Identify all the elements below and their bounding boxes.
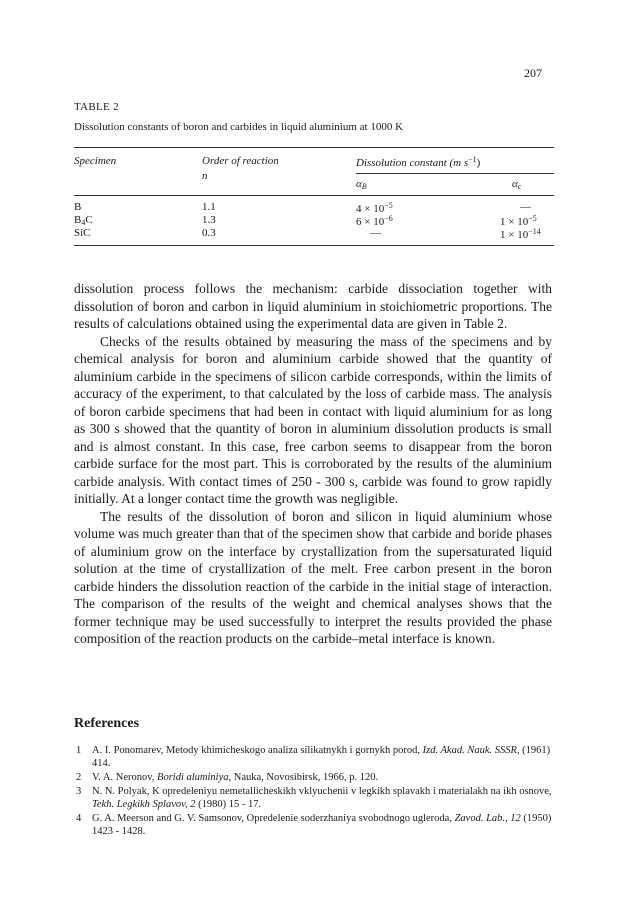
cell-order: 0.3 bbox=[202, 227, 216, 239]
cell-alpha-b: $6 \times 10^{-6}$ bbox=[356, 214, 393, 228]
page-number: 207 bbox=[524, 66, 542, 80]
body-text bbox=[74, 280, 552, 648]
cell-order: 1.3 bbox=[202, 214, 216, 226]
references-heading: References bbox=[74, 716, 140, 731]
cell-alpha-c: $1 \times 10^{-5}$ bbox=[500, 214, 537, 228]
table-subcaption: Dissolution constants of boron and carbides in liquid aluminium at 1000 K bbox=[74, 121, 404, 133]
reference-number: 2 bbox=[76, 772, 82, 783]
cell-alpha-c: $1 \times 10^{-14}$ bbox=[500, 227, 541, 241]
reference-item: 4 G. A. Meerson and G. V. Samsonov, Opredelenie soderzhaniya svobodnogo ugleroda, Zavod. Lab., 12 (1950) 1423 - 1428. bbox=[76, 813, 552, 837]
reference-number: 4 bbox=[76, 813, 82, 824]
table-bottom-rule bbox=[74, 245, 554, 246]
cell-alpha-b: — bbox=[370, 227, 381, 239]
table-top-rule bbox=[74, 147, 554, 148]
cell-alpha-b: $4 \times 10^{-5}$ bbox=[356, 201, 393, 215]
paragraph: Checks of the results obtained by measuring the mass of the specimens and by chemical analysis for boron and aluminium carbide showed that the quantity of aluminium carbide in the specimens of silicon carbide corresponds, within the limits of accuracy of the experiment, to that calculated by the loss of carbide mass. The analysis of boron carbide specimens that had been in contact with liquid aluminium for as long as 300 s showed that the quantity of boron in aluminium dissolution products is small and is almost constant. In this case, free carbon seems to disappear from the boron carbide surface for the most part. This is corroborated by the results of the aluminium carbide analysis. With contact times of 250 - 300 s, carbide was found to grow rapidly initially. At a longer contact time the growth was negligible. bbox=[74, 333, 552, 506]
header-dissolution-constant: Dissolution constant (m $s^{-1}$) bbox=[356, 155, 481, 169]
reference-number: 1 bbox=[76, 745, 82, 756]
cell-alpha-c: — bbox=[520, 201, 531, 213]
table-header-rule bbox=[74, 195, 554, 196]
header-alpha-b: $\alpha_B$ bbox=[356, 178, 367, 191]
references-list bbox=[74, 744, 554, 839]
reference-item: 2 V. A. Neronov, Boridi aluminiya, Nauka, Novosibirsk, 1966, p. 120. bbox=[76, 772, 379, 783]
cell-specimen: B bbox=[74, 201, 82, 213]
header-order-symbol: n bbox=[202, 170, 208, 182]
header-order: Order of reaction bbox=[202, 155, 279, 167]
header-alpha-c: $\alpha_c$ bbox=[512, 178, 522, 191]
paragraph: The results of the dissolution of boron and silicon in liquid aluminium whose volume was much greater than that of the specimen show that carbide and boride phases of aluminium grow on the interface by crystallization from the supersaturated liquid solution at the time of crystallization of the melt. Free carbon present in the boron carbide hinders the dissolution reaction of the carbide in the initial stage of interaction. The comparison of the results of the weight and chemical analyses shows that the former technique may be used successfully to interpret the results provided the phase composition of the reaction products on the carbide–metal interface is known. bbox=[74, 508, 552, 646]
header-sub-rule bbox=[356, 173, 554, 174]
reference-item: 1 A. I. Ponomarev, Metody khimicheskogo analiza silikatnykh i gornykh porod, Izd. Akad. Nauk. SSSR, (1961) 414. bbox=[76, 745, 551, 769]
reference-number: 3 bbox=[76, 786, 82, 797]
paragraph: dissolution process follows the mechanism: carbide dissociation together with dissolution of boron and carbon in liquid aluminium in stoichiometric proportions. The results of calculations obtained using the experimental data are given in Table 2. bbox=[74, 281, 552, 331]
cell-specimen: SiC bbox=[74, 227, 91, 239]
table-caption: TABLE 2 bbox=[74, 101, 119, 113]
cell-order: 1.1 bbox=[202, 201, 216, 213]
cell-specimen: $B_4C$ bbox=[74, 214, 93, 227]
reference-item: 3 N. N. Polyak, K opredeleniyu nemetallicheskikh vklyuchenii v legkikh splavakh i materialakh na ikh osnove, Tekh. Legkikh Splavov, 2 (1980) 15 - 17. bbox=[76, 786, 552, 810]
header-specimen: Specimen bbox=[74, 155, 117, 167]
